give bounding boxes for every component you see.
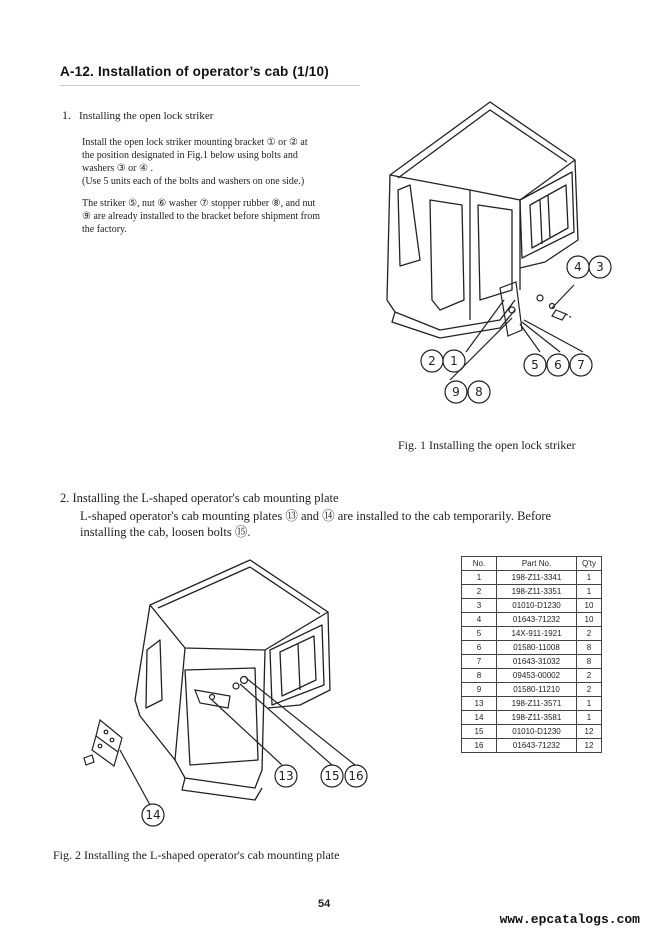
cell-part-no: 01643-71232	[497, 739, 577, 753]
cell-no: 16	[462, 739, 497, 753]
table-row	[462, 669, 602, 683]
page-number: 54	[318, 898, 331, 910]
fig1-callout-4: 4	[574, 260, 582, 274]
table-row	[462, 711, 602, 725]
cell-qty: 2	[577, 669, 602, 683]
table-row	[462, 585, 602, 599]
step2-body-line1: L-shaped operator's cab mounting plates ⑬ and ⑭ are installed to the cab temporarily. Before	[80, 509, 552, 523]
step1-para1-line1: Install the open lock striker mounting bracket ① or ② at	[82, 137, 308, 148]
step1-para2-line3: the factory.	[82, 224, 127, 235]
parts-table-header-row	[462, 557, 602, 571]
cell-part-no: 01010-D1230	[497, 599, 577, 613]
fig2-callout-15: 15	[324, 769, 340, 783]
fig2-callout-14: 14	[145, 808, 161, 822]
cell-no: 5	[462, 627, 497, 641]
fig1-callout-9: 9	[452, 385, 460, 399]
step1-para2-line2: ⑨ are already installed to the bracket before shipment from	[82, 211, 321, 222]
table-row	[462, 725, 602, 739]
cell-qty: 1	[577, 571, 602, 585]
fig1-callout-6: 6	[554, 358, 562, 372]
cell-part-no: 01580-11210	[497, 683, 577, 697]
cell-part-no: 198-Z11-3341	[497, 571, 577, 585]
header-qty: Q'ty	[577, 557, 602, 571]
table-row	[462, 697, 602, 711]
table-row	[462, 739, 602, 753]
cell-no: 8	[462, 669, 497, 683]
cell-part-no: 01643-31032	[497, 655, 577, 669]
cell-qty: 10	[577, 613, 602, 627]
fig1-callout-1: 1	[450, 354, 458, 368]
header-no: No.	[462, 557, 497, 571]
cell-qty: 2	[577, 683, 602, 697]
cell-part-no: 198-Z11-3581	[497, 711, 577, 725]
cell-no: 15	[462, 725, 497, 739]
table-row	[462, 627, 602, 641]
table-row	[462, 683, 602, 697]
table-row	[462, 599, 602, 613]
cell-no: 1	[462, 571, 497, 585]
step1-heading-text: Installing the open lock striker	[79, 110, 214, 122]
cell-qty: 10	[577, 599, 602, 613]
step2-heading: 2. Installing the L-shaped operator's cab mounting plate	[60, 491, 339, 505]
step1-para2-line1: The striker ⑤, nut ⑥ washer ⑦ stopper rubber ⑧, and nut	[82, 198, 316, 209]
watermark: www.epcatalogs.com	[499, 912, 640, 927]
cell-qty: 1	[577, 697, 602, 711]
fig1-callout-3: 3	[596, 260, 604, 274]
step1-para1-line3: washers ③ or ④ .	[82, 163, 153, 174]
cell-qty: 12	[577, 725, 602, 739]
cell-part-no: 198-Z11-3571	[497, 697, 577, 711]
fig1-callout-5: 5	[531, 358, 539, 372]
step2-body-line2: installing the cab, loosen bolts ⑮.	[80, 525, 251, 539]
cell-no: 9	[462, 683, 497, 697]
fig2-callout-16: 16	[348, 769, 364, 783]
step1-number: 1.	[62, 108, 71, 122]
table-row	[462, 641, 602, 655]
cell-part-no: 198-Z11-3351	[497, 585, 577, 599]
fig1-caption: Fig. 1 Installing the open lock striker	[398, 438, 576, 452]
cell-qty: 2	[577, 627, 602, 641]
cell-part-no: 09453-00002	[497, 669, 577, 683]
fig1-callout-2: 2	[428, 354, 436, 368]
fig2-callout-13: 13	[278, 769, 294, 783]
cell-qty: 8	[577, 655, 602, 669]
step1-para1-line2: the position designated in Fig.1 below using bolts and	[82, 150, 298, 161]
cell-qty: 12	[577, 739, 602, 753]
step1-para1-line4: (Use 5 units each of the bolts and washers on one side.)	[82, 176, 305, 187]
header-part-no: Part No.	[497, 557, 577, 571]
parts-table	[461, 556, 602, 753]
cell-no: 6	[462, 641, 497, 655]
cell-part-no: 14X-911-1921	[497, 627, 577, 641]
cell-no: 2	[462, 585, 497, 599]
section-title: A-12. Installation of operator’s cab (1/10)	[60, 64, 329, 79]
cell-no: 3	[462, 599, 497, 613]
cell-no: 13	[462, 697, 497, 711]
cell-part-no: 01580-11008	[497, 641, 577, 655]
cell-no: 14	[462, 711, 497, 725]
table-row	[462, 655, 602, 669]
cell-qty: 1	[577, 585, 602, 599]
fig2-caption: Fig. 2 Installing the L-shaped operator's cab mounting plate	[53, 848, 340, 862]
cell-qty: 1	[577, 711, 602, 725]
cell-part-no: 01010-D1230	[497, 725, 577, 739]
cell-part-no: 01643-71232	[497, 613, 577, 627]
cell-qty: 8	[577, 641, 602, 655]
cell-no: 4	[462, 613, 497, 627]
table-row	[462, 613, 602, 627]
cell-no: 7	[462, 655, 497, 669]
table-row	[462, 571, 602, 585]
fig1-callout-7: 7	[577, 358, 585, 372]
fig1-callout-8: 8	[475, 385, 483, 399]
